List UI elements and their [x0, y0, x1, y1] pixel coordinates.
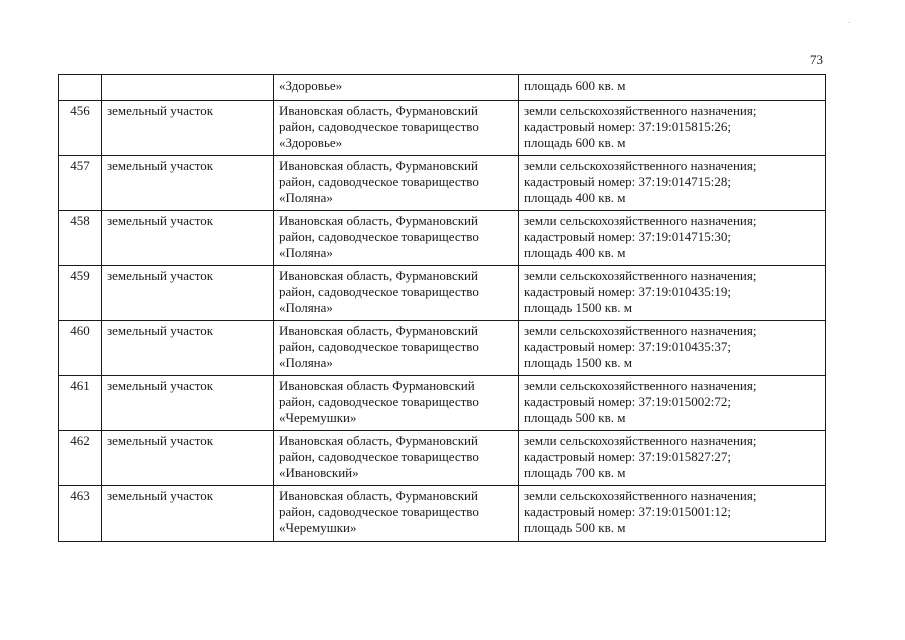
- table-row: [59, 431, 826, 486]
- description-line: площадь 700 кв. м: [524, 465, 626, 480]
- cell-type: земельный участок: [102, 156, 274, 211]
- cell-description: [519, 266, 826, 321]
- address-line: «Поляна»: [279, 355, 333, 370]
- address-line: район, садоводческое товарищество: [279, 229, 479, 244]
- description-line: площадь 400 кв. м: [524, 245, 626, 260]
- cell-address: [274, 266, 519, 321]
- cell-description: [519, 101, 826, 156]
- cell-description: [519, 321, 826, 376]
- cell-type: земельный участок: [102, 211, 274, 266]
- cell-address: [274, 156, 519, 211]
- address-line: «Поляна»: [279, 300, 333, 315]
- address-line: Ивановская область Фурмановский: [279, 378, 475, 393]
- address-line: район, садоводческое товарищество: [279, 174, 479, 189]
- description-line: площадь 600 кв. м: [524, 135, 626, 150]
- cell-type: земельный участок: [102, 376, 274, 431]
- cell-number: 462: [59, 431, 102, 486]
- cell-number: 456: [59, 101, 102, 156]
- cell-number: 460: [59, 321, 102, 376]
- description-line: земли сельскохозяйственного назначения;: [524, 103, 757, 118]
- cell-description: [519, 211, 826, 266]
- cell-type: земельный участок: [102, 266, 274, 321]
- cell-description: [519, 156, 826, 211]
- description-line: земли сельскохозяйственного назначения;: [524, 158, 757, 173]
- address-line: район, садоводческое товарищество: [279, 504, 479, 519]
- table-row: [59, 211, 826, 266]
- cell-address: [274, 101, 519, 156]
- cell-number: 458: [59, 211, 102, 266]
- cell-number: 459: [59, 266, 102, 321]
- description-line: земли сельскохозяйственного назначения;: [524, 433, 757, 448]
- address-line: район, садоводческое товарищество: [279, 394, 479, 409]
- cell-type: земельный участок: [102, 486, 274, 542]
- cell-description: [519, 486, 826, 542]
- address-line: «Здоровье»: [279, 135, 343, 150]
- cell-address: [274, 376, 519, 431]
- cell-address: «Здоровье»: [274, 75, 519, 101]
- description-line: кадастровый номер: 37:19:015827:27;: [524, 449, 731, 464]
- cell-description: площадь 600 кв. м: [519, 75, 826, 101]
- address-line: район, садоводческое товарищество: [279, 449, 479, 464]
- cell-type: земельный участок: [102, 101, 274, 156]
- cell-address: [274, 431, 519, 486]
- address-line: «Поляна»: [279, 245, 333, 260]
- cell-address: [274, 211, 519, 266]
- address-line: Ивановская область, Фурмановский: [279, 488, 478, 503]
- description-line: площадь 500 кв. м: [524, 520, 626, 535]
- cell-number: 461: [59, 376, 102, 431]
- description-line: площадь 1500 кв. м: [524, 300, 632, 315]
- cell-address: [274, 321, 519, 376]
- address-line: «Ивановский»: [279, 465, 359, 480]
- cell-address: [274, 486, 519, 542]
- property-table: [58, 74, 826, 542]
- description-line: земли сельскохозяйственного назначения;: [524, 268, 757, 283]
- address-line: район, садоводческое товарищество: [279, 339, 479, 354]
- cell-type: [102, 75, 274, 101]
- description-line: земли сельскохозяйственного назначения;: [524, 378, 757, 393]
- description-line: земли сельскохозяйственного назначения;: [524, 488, 757, 503]
- description-line: кадастровый номер: 37:19:015001:12;: [524, 504, 731, 519]
- table-row-continuation: [59, 75, 826, 101]
- address-line: Ивановская область, Фурмановский: [279, 323, 478, 338]
- address-line: Ивановская область, Фурмановский: [279, 268, 478, 283]
- address-line: Ивановская область, Фурмановский: [279, 213, 478, 228]
- table-row: [59, 376, 826, 431]
- table-row: [59, 101, 826, 156]
- address-line: Ивановская область, Фурмановский: [279, 158, 478, 173]
- description-line: кадастровый номер: 37:19:015002:72;: [524, 394, 731, 409]
- description-line: кадастровый номер: 37:19:010435:19;: [524, 284, 731, 299]
- cell-number: 457: [59, 156, 102, 211]
- cell-type: земельный участок: [102, 431, 274, 486]
- address-line: «Черемушки»: [279, 410, 357, 425]
- description-line: площадь 500 кв. м: [524, 410, 626, 425]
- cell-number: 463: [59, 486, 102, 542]
- description-line: кадастровый номер: 37:19:014715:28;: [524, 174, 731, 189]
- address-line: район, садоводческое товарищество: [279, 284, 479, 299]
- address-line: Ивановская область, Фурмановский: [279, 433, 478, 448]
- address-line: Ивановская область, Фурмановский: [279, 103, 478, 118]
- cell-number: [59, 75, 102, 101]
- address-line: район, садоводческое товарищество: [279, 119, 479, 134]
- cell-type: земельный участок: [102, 321, 274, 376]
- description-line: кадастровый номер: 37:19:014715:30;: [524, 229, 731, 244]
- description-line: площадь 400 кв. м: [524, 190, 626, 205]
- description-line: кадастровый номер: 37:19:015815:26;: [524, 119, 731, 134]
- cell-description: [519, 376, 826, 431]
- description-line: кадастровый номер: 37:19:010435:37;: [524, 339, 731, 354]
- description-line: земли сельскохозяйственного назначения;: [524, 323, 757, 338]
- address-line: «Поляна»: [279, 190, 333, 205]
- table-row: [59, 321, 826, 376]
- address-line: «Черемушки»: [279, 520, 357, 535]
- page-number: 73: [810, 52, 823, 67]
- table-row: [59, 486, 826, 542]
- table-row: [59, 266, 826, 321]
- table-row: [59, 156, 826, 211]
- cell-description: [519, 431, 826, 486]
- description-line: площадь 1500 кв. м: [524, 355, 632, 370]
- description-line: земли сельскохозяйственного назначения;: [524, 213, 757, 228]
- scan-mark: -: [848, 20, 850, 26]
